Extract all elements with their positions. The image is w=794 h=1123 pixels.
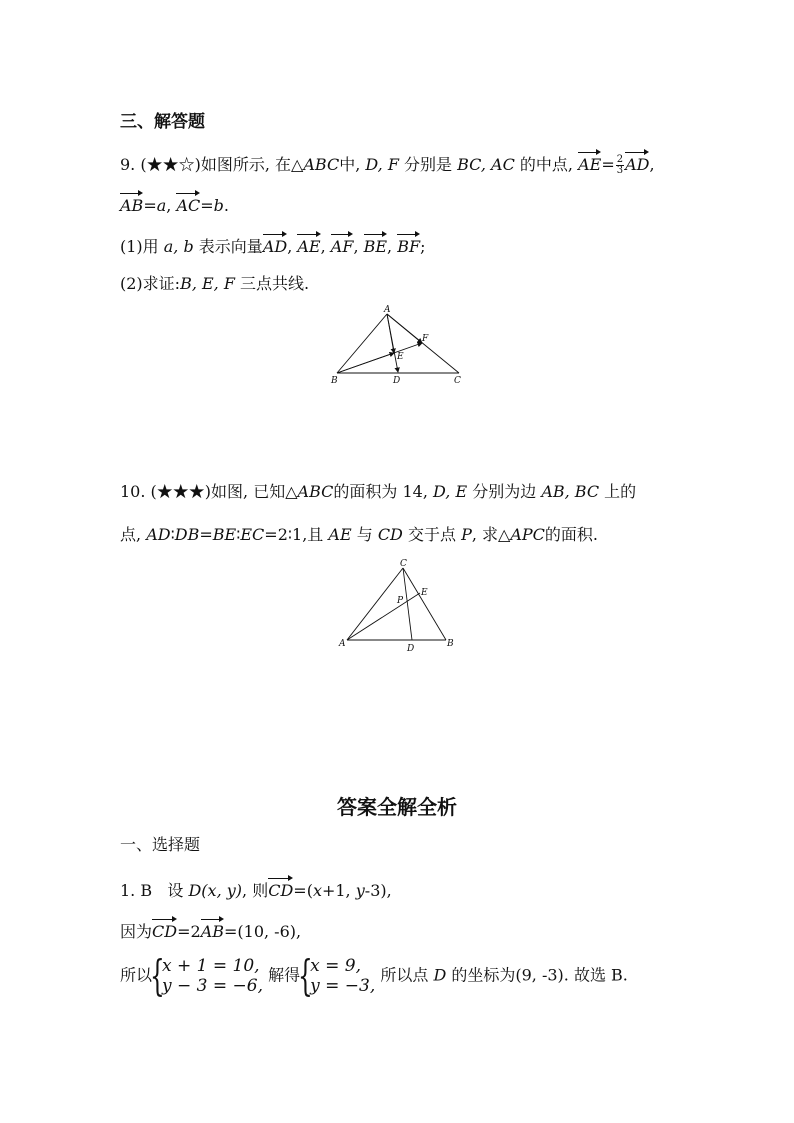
q10-text: 上的 xyxy=(599,482,637,501)
q10-triangle: ABC xyxy=(297,482,334,501)
q9-triangle: ABC xyxy=(303,155,340,174)
q10-number: 10. xyxy=(120,482,146,501)
q10-text: , 求△ xyxy=(471,525,511,544)
vars-ab: a, b xyxy=(163,237,194,256)
q9-stars: (★★☆) xyxy=(140,155,201,174)
point-P: P xyxy=(461,525,472,544)
equation-row: x + 1 = 10, xyxy=(162,956,260,976)
q10-points: D, E xyxy=(433,482,468,501)
label-E: E xyxy=(397,352,404,362)
part-1-label: (1)用 xyxy=(120,237,164,256)
ratio-colon: ∶ xyxy=(170,525,175,544)
vector-AD: AD xyxy=(263,232,287,258)
vector-CD: CD xyxy=(268,876,293,902)
equation-row: y = −3, xyxy=(310,976,376,996)
label-C: C xyxy=(454,376,461,386)
answer-1-line-2 xyxy=(120,917,301,943)
label-D: D xyxy=(393,376,401,386)
q9-text: 中, xyxy=(339,155,366,174)
answer-1-number: 1. B xyxy=(120,881,153,900)
comma: , xyxy=(387,237,398,256)
point-D: D xyxy=(188,881,202,900)
vector-AE: AE xyxy=(297,232,320,258)
equals: = xyxy=(601,155,615,174)
period: . xyxy=(223,196,229,215)
q9-line-1 xyxy=(120,150,655,176)
comma: , xyxy=(287,237,298,256)
semicolon: ; xyxy=(420,237,426,256)
answer-text: =( xyxy=(293,881,313,900)
vector-AE-line xyxy=(387,314,394,353)
answer-text: =2 xyxy=(177,922,201,941)
var-x: x xyxy=(312,881,322,900)
q10-text: 分别为边 xyxy=(467,482,542,501)
q9-part-2 xyxy=(120,273,309,295)
q9-sides: BC, AC xyxy=(457,155,515,174)
point-D: D xyxy=(433,965,447,985)
seg-EC: EC xyxy=(240,525,265,544)
label-A: A xyxy=(339,639,346,649)
vector-AC: AC xyxy=(176,191,200,217)
fraction-denominator: 3 xyxy=(616,165,624,176)
seg-AD: AD xyxy=(146,525,171,544)
q9-line-2 xyxy=(120,191,229,217)
equation-row: y − 3 = −6, xyxy=(162,976,264,996)
answer-text: 的坐标为(9, -3). 故选 B. xyxy=(446,965,628,985)
ratio-colon: ∶ xyxy=(236,525,241,544)
q9-triangle-figure xyxy=(325,302,475,390)
answer-text: , 则 xyxy=(242,881,269,900)
q10-text: 如图, 已知△ xyxy=(211,482,298,501)
answers-section-choice: 一、选择题 xyxy=(120,835,201,854)
comma: , xyxy=(320,237,331,256)
label-E: E xyxy=(421,588,428,598)
vector-AD: AD xyxy=(625,150,649,176)
brace-icon: { xyxy=(298,951,313,1000)
answer-text: 设 xyxy=(167,881,189,900)
label-C: C xyxy=(400,559,407,569)
side-BC xyxy=(403,568,446,640)
part-2-text: 三点共线. xyxy=(234,274,310,293)
equals: = xyxy=(200,196,214,215)
part-1-text: 表示向量 xyxy=(193,237,263,256)
answer-1-line-1 xyxy=(120,876,392,902)
q9-points: D, F xyxy=(365,155,399,174)
label-F: F xyxy=(422,334,429,344)
q10-text: 交于点 xyxy=(402,525,462,544)
answer-text: +1, xyxy=(321,881,356,900)
vector-BE: BE xyxy=(364,232,387,258)
q10-text: 与 xyxy=(351,525,378,544)
answers-title: 答案全解全析 xyxy=(337,795,457,819)
points-BEF: B, E, F xyxy=(180,274,235,293)
answer-text: 所以点 xyxy=(380,965,434,985)
q9-text: 如图所示, 在△ xyxy=(200,155,304,174)
q10-line-1 xyxy=(120,481,636,503)
var-a: a xyxy=(156,196,167,215)
vector-AF: AF xyxy=(331,232,354,258)
equation-system-1 xyxy=(150,951,264,1000)
q10-text: 的面积. xyxy=(544,525,598,544)
q10-text: 点, xyxy=(120,525,147,544)
comma: , xyxy=(166,196,177,215)
answer-text: 因为 xyxy=(120,922,153,941)
q10-text: 的面积为 14, xyxy=(333,482,434,501)
seg-DB: DB xyxy=(174,525,200,544)
seg-AE: AE xyxy=(328,525,352,544)
answer-text: =(10, -6), xyxy=(224,922,302,941)
vector-AB: AB xyxy=(201,917,224,943)
fraction-numerator: 2 xyxy=(616,154,624,165)
answer-text: 所以 xyxy=(120,965,153,985)
label-B: B xyxy=(447,639,454,649)
comma: , xyxy=(353,237,364,256)
answer-text: 解得 xyxy=(268,965,301,985)
label-P: P xyxy=(397,596,404,606)
q10-line-2 xyxy=(120,524,598,546)
vector-AB: AB xyxy=(120,191,143,217)
label-D: D xyxy=(407,644,415,654)
section-heading-solve: 三、解答题 xyxy=(120,112,205,132)
answer-text: -3), xyxy=(364,881,392,900)
coords-xy: (x, y) xyxy=(201,881,243,900)
var-b: b xyxy=(213,196,224,215)
equals: = xyxy=(143,196,157,215)
q10-sides: AB, BC xyxy=(541,482,600,501)
q10-stars: (★★★) xyxy=(150,482,212,501)
seg-BE: BE xyxy=(212,525,237,544)
q9-number: 9. xyxy=(120,155,136,174)
q9-text: 的中点, xyxy=(514,155,579,174)
vector-AE: AE xyxy=(578,150,601,176)
q9-text: , xyxy=(649,155,655,174)
equals: = xyxy=(199,525,213,544)
label-A: A xyxy=(384,305,391,315)
equation-system-2 xyxy=(298,951,376,1000)
vector-CD: CD xyxy=(152,917,177,943)
triangle-APC: APC xyxy=(510,525,545,544)
label-B: B xyxy=(331,376,338,386)
vector-BF: BF xyxy=(397,232,420,258)
q9-part-1 xyxy=(120,232,425,258)
side-AC xyxy=(347,568,403,640)
equation-row: x = 9, xyxy=(310,956,361,976)
var-y: y xyxy=(355,881,365,900)
brace-icon: { xyxy=(150,951,165,1000)
part-2-label: (2)求证: xyxy=(120,274,181,293)
vector-AF-line xyxy=(387,314,422,343)
seg-CD: CD xyxy=(377,525,403,544)
q9-text: 分别是 xyxy=(398,155,458,174)
q10-ratio: =2∶1,且 xyxy=(264,525,329,544)
answer-1-line-3 xyxy=(120,951,628,1000)
q10-triangle-figure xyxy=(333,556,463,654)
segment-CD xyxy=(403,568,412,640)
fraction-two-thirds xyxy=(616,155,624,176)
